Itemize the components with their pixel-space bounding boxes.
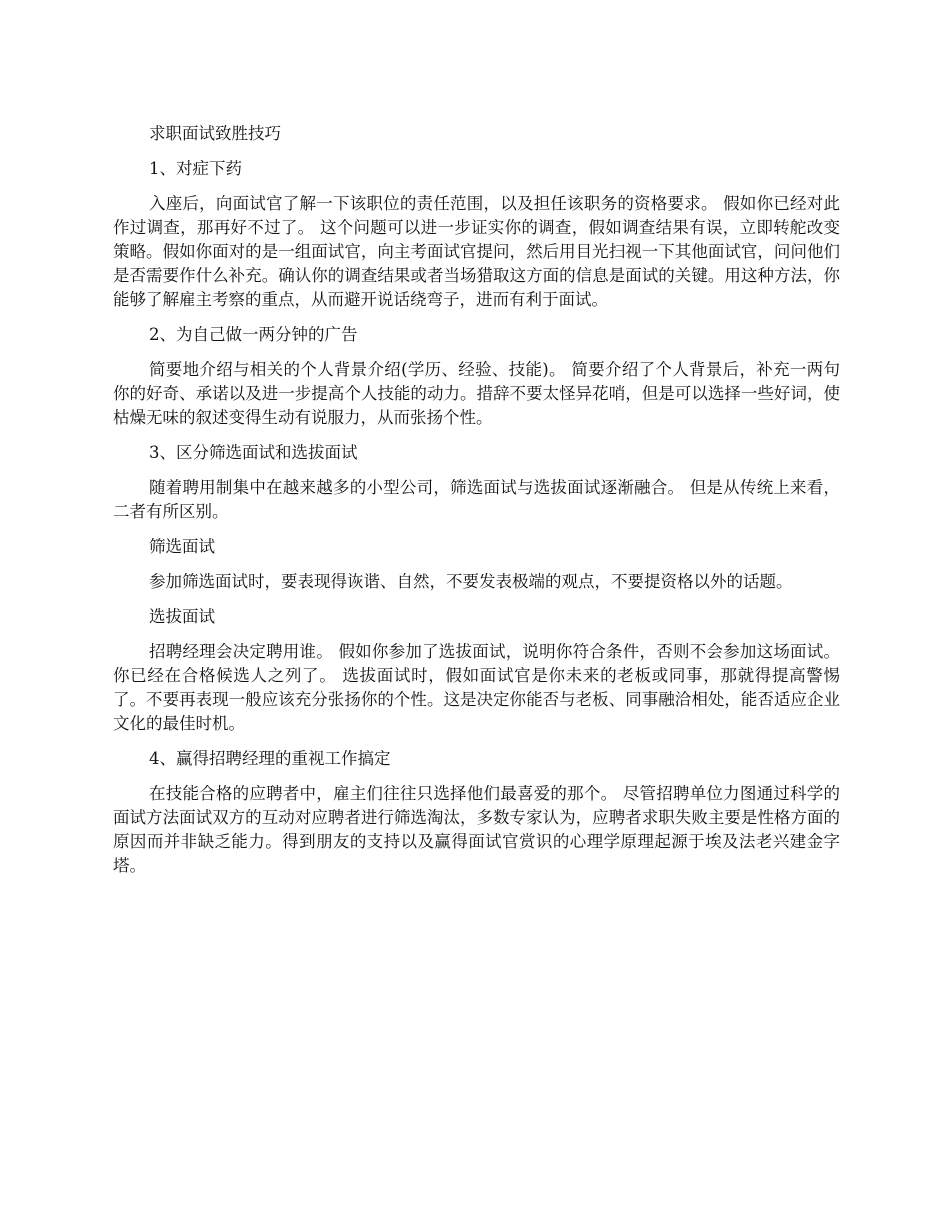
body-paragraph: 招聘经理会决定聘用谁。 假如你参加了选拔面试，说明你符合条件，否则不会参加这场面试。 你已经在合格候选人之列了。 选拔面试时，假如面试官是你未来的老板或同事，那就得提高警惕了。不要再表现一般应该充分张扬你的个性。这是决定你能否与老板、同事融洽相处，能否适应企业文化的最佳时机。 — [113, 642, 840, 733]
body-paragraph: 随着聘用制集中在越来越多的小型公司，筛选面试与选拔面试逐渐融合。 但是从传统上来看，二者有所区别。 — [113, 478, 840, 521]
body-paragraph: 在技能合格的应聘者中，雇主们往往只选择他们最喜爱的那个。 尽管招聘单位力图通过科学的面试方法面试双方的互动对应聘者进行筛选淘汰，多数专家认为，应聘者求职失败主要是性格方面的原因而并非缺乏能力。得到朋友的支持以及赢得面试官赏识的心理学原理起源于埃及法老兴建金字塔。 — [113, 784, 840, 875]
section-heading-3: 3、区分筛选面试和选拔面试 — [149, 443, 358, 462]
document-title: 求职面试致胜技巧 — [149, 124, 281, 143]
document-page — [113, 122, 840, 889]
subheading-selection: 选拔面试 — [149, 607, 215, 626]
body-paragraph: 入座后，向面试官了解一下该职位的责任范围，以及担任该职务的资格要求。 假如你已经对此作过调查，那再好不过了。 这个问题可以进一步证实你的调查，假如调查结果有误，立即转舵改变策略。假如你面对的是一组面试官，向主考面试官提问，然后用目光扫视一下其他面试官，问问他们是否需要作什么补充。确认你的调查结果或者当场猎取这方面的信息是面试的关键。用这种方法，你能够了解雇主考察的重点，从而避开说话绕弯子，进而有利于面试。 — [113, 194, 840, 309]
section-heading-2: 2、为自己做一两分钟的广告 — [149, 325, 358, 344]
section-heading-4: 4、赢得招聘经理的重视工作搞定 — [149, 749, 391, 768]
section-heading-1: 1、对症下药 — [149, 159, 242, 178]
body-paragraph: 简要地介绍与相关的个人背景介绍(学历、经验、技能)。 简要介绍了个人背景后，补充一两句你的好奇、承诺以及进一步提高个人技能的动力。措辞不要太怪异花哨，但是可以选择一些好词，使枯燥无味的叙述变得生动有说服力，从而张扬个性。 — [113, 360, 840, 427]
subheading-screening: 筛选面试 — [149, 537, 215, 556]
body-paragraph: 参加筛选面试时，要表现得诙谐、自然，不要发表极端的观点，不要提资格以外的话题。 — [149, 572, 793, 591]
